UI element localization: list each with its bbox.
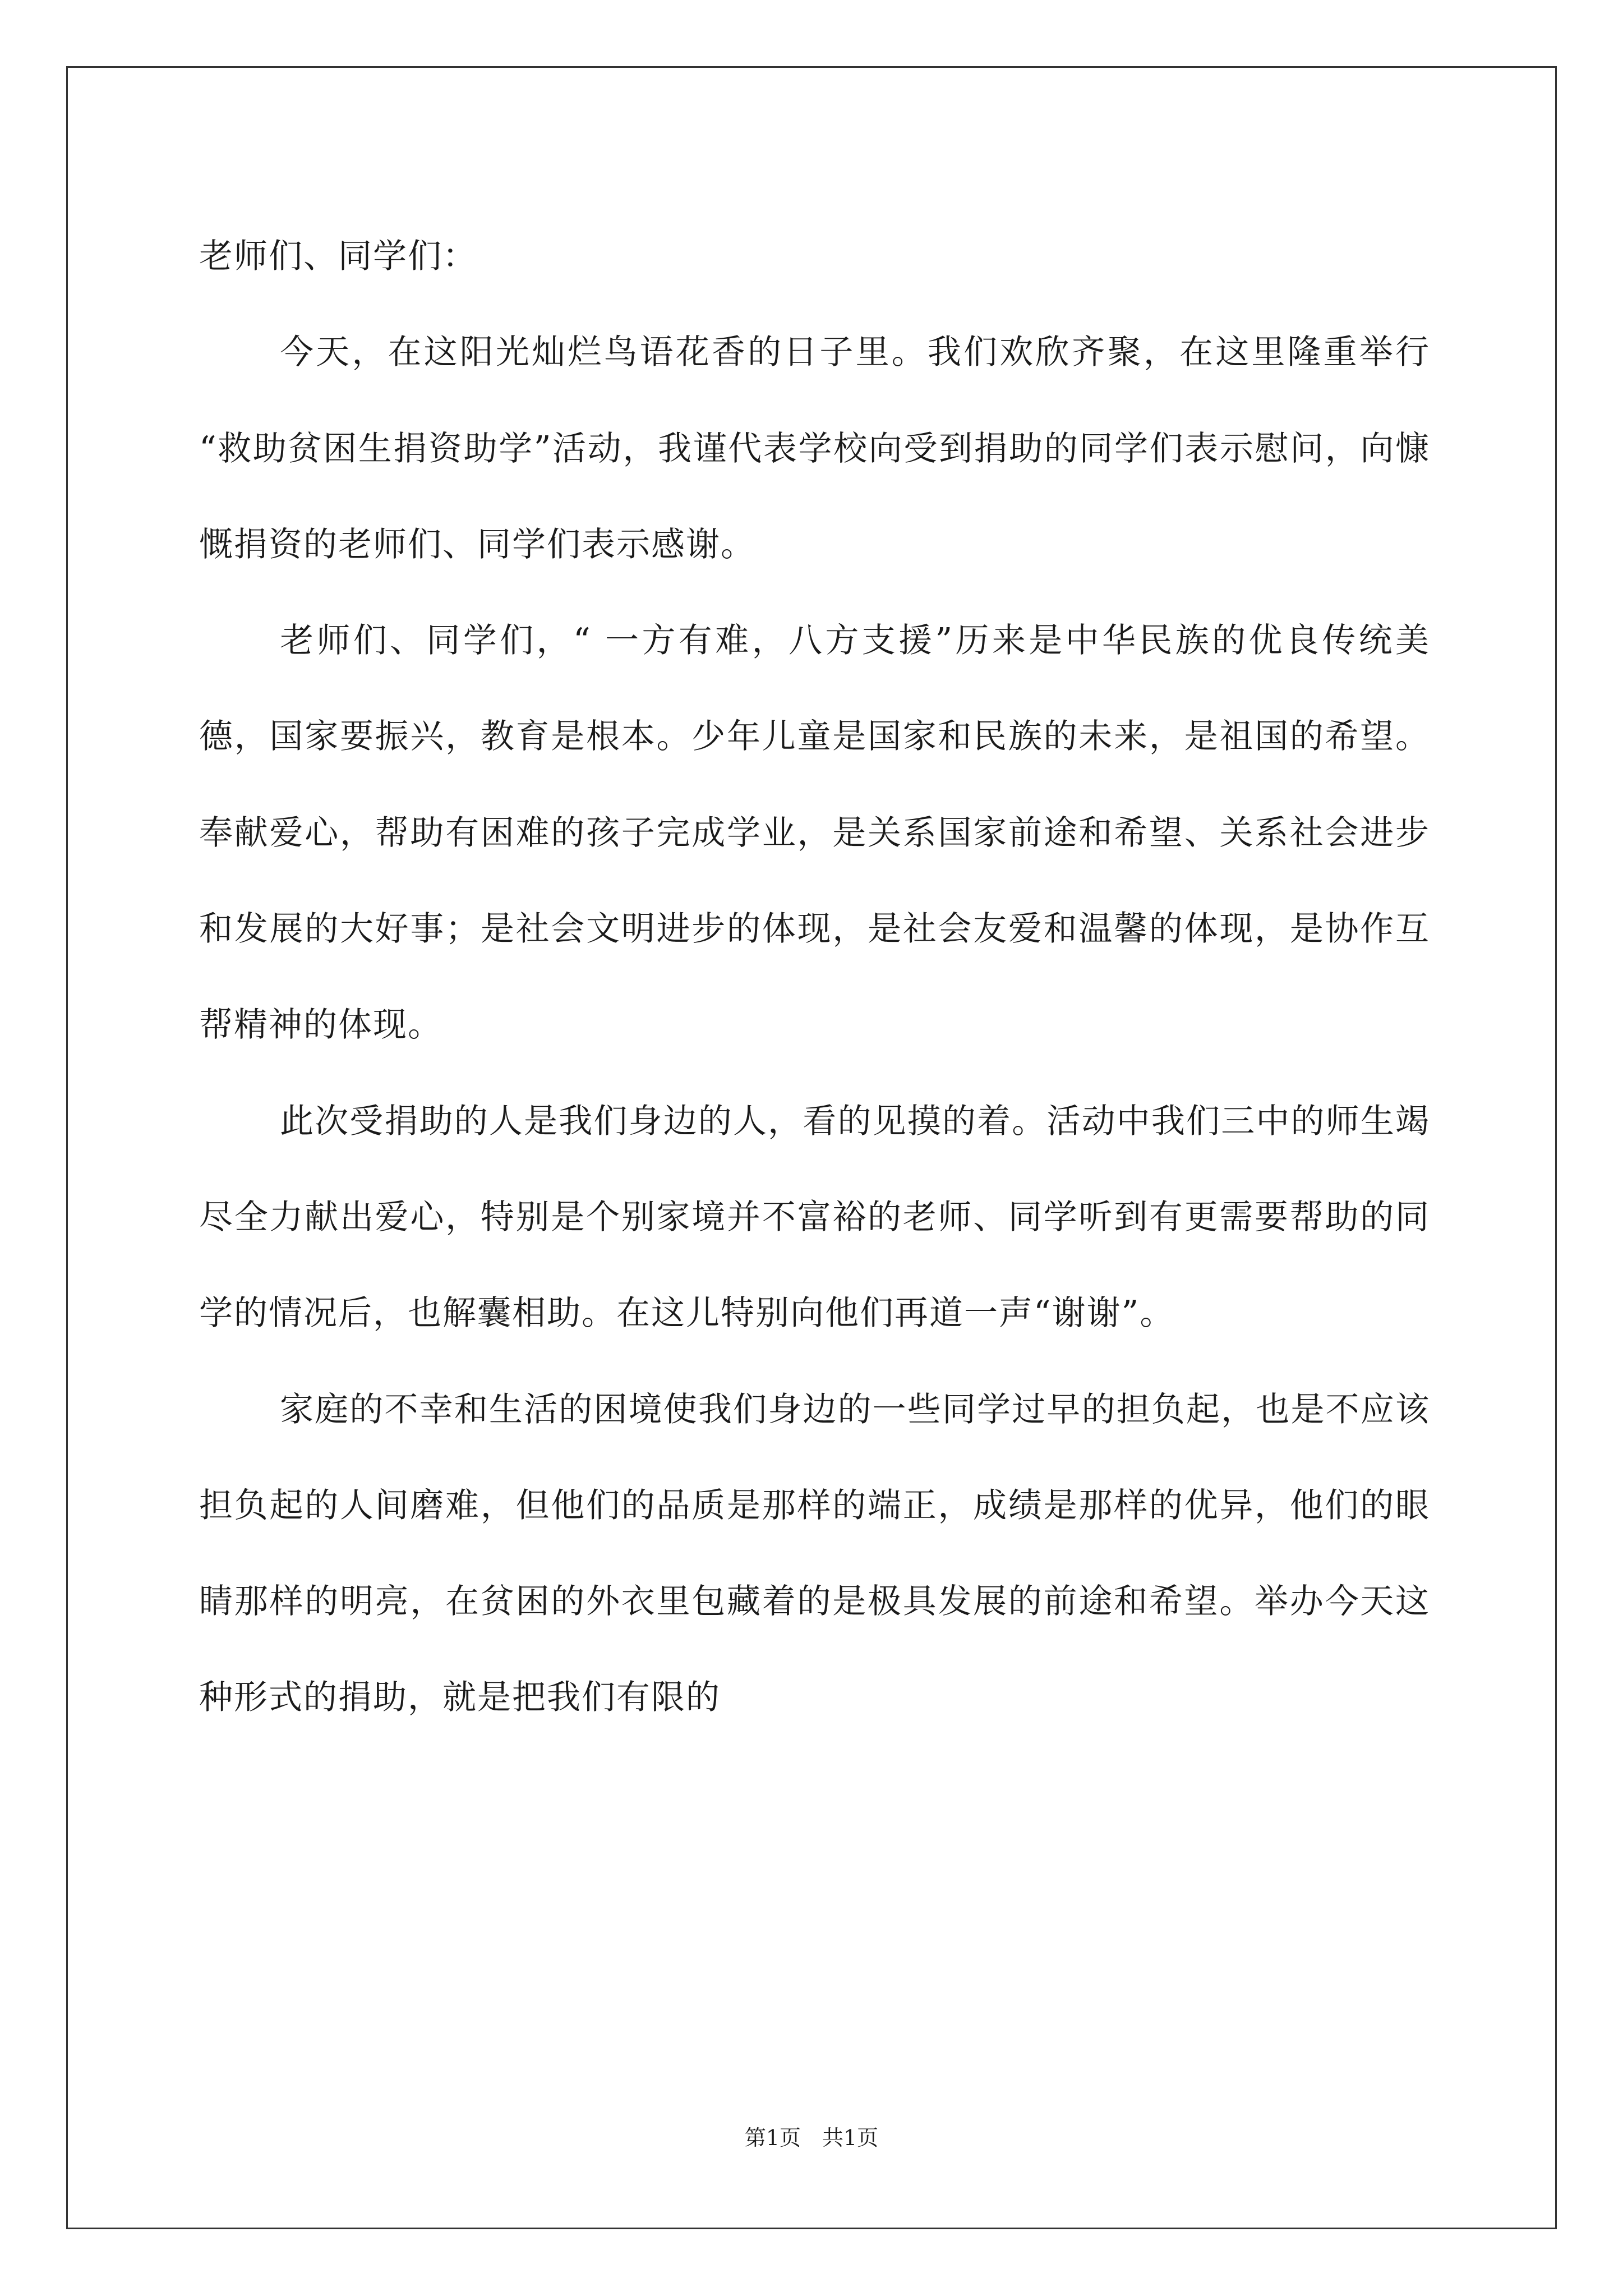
page-total: 共1页 [822,2125,879,2150]
paragraph-4: 家庭的不幸和生活的困境使我们身边的一些同学过早的担负起，也是不应该担负起的人间磨难，但他们的品质是那样的端正，成绩是那样的优异，他们的眼睛那样的明亮，在贫困的外衣里包藏着的是极具发展的前途和希望。举办今天这种形式的捐助，就是把我们有限的 [199,1389,1430,1718]
paragraph-3: 此次受捐助的人是我们身边的人，看的见摸的着。活动中我们三中的师生竭尽全力献出爱心，特别是个别家境并不富裕的老师、同学听到有更需要帮助的同学的情况后，也解囊相助。在这儿特别向他们再道一声“谢谢”。 [199,1101,1430,1333]
document-body [199,209,1430,1746]
page-footer [0,2120,1623,2151]
page-number: 第1页 [744,2125,801,2150]
salutation: 老师们、同学们： [199,237,477,276]
paragraph-1: 今天，在这阳光灿烂鸟语花香的日子里。我们欢欣齐聚，在这里隆重举行 “救助贫困生捐资助学”活动，我谨代表学校向受到捐助的同学们表示慰问，向慷慨捐资的老师们、同学们表示感谢。 [199,333,1430,564]
paragraph-2: 老师们、同学们，“ 一方有难，八方支援”历来是中华民族的优良传统美德，国家要振兴，教育是根本。少年儿童是国家和民族的未来，是祖国的希望。奉献爱心，帮助有困难的孩子完成学业，是关系国家前途和希望、关系社会进步和发展的大好事；是社会文明进步的体现，是社会友爱和温馨的体现，是协作互帮精神的体现。 [199,621,1430,1045]
